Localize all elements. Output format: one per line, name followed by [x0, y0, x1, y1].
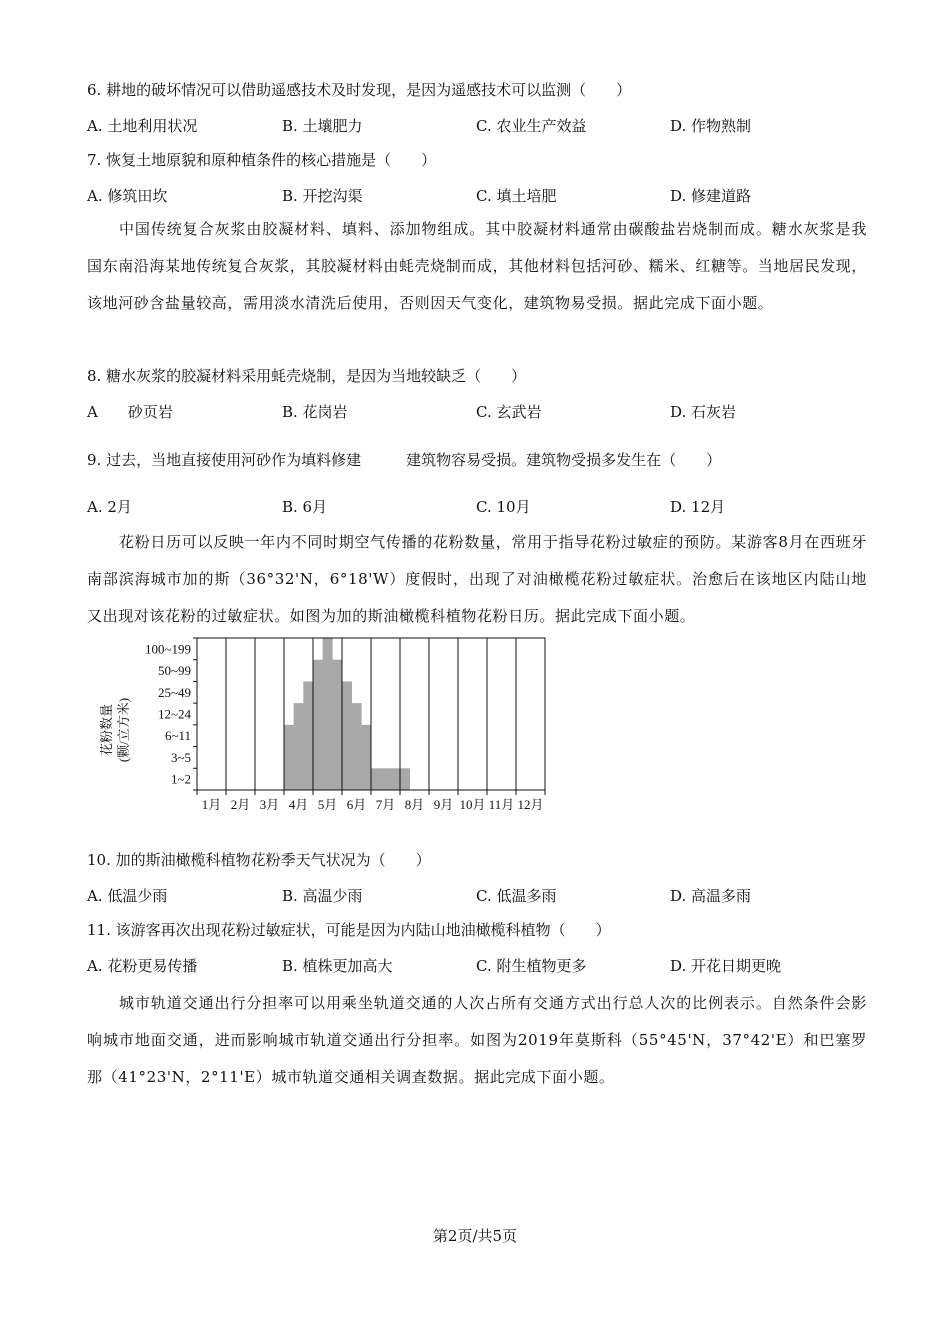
pollen-bar-15: [332, 660, 342, 790]
question-7-option-b: B. 开挖沟渠: [282, 187, 363, 205]
x-month-label-1: 1月: [201, 797, 222, 812]
question-11-option-c: C. 附生植物更多: [476, 957, 587, 975]
question-9-option-c: C. 10月: [476, 498, 531, 516]
question-8-stem: 8. 糖水灰浆的胶凝材料采用蚝壳烧制，是因为当地较缺乏（ ）: [87, 367, 527, 385]
question-6-stem: 6. 耕地的破坏情况可以借助遥感技术及时发现，是因为遥感技术可以监测（ ）: [87, 81, 632, 99]
y-level-label-2: 3~5: [170, 749, 191, 765]
question-11-option-b: B. 植株更加高大: [282, 957, 393, 975]
pollen-bar-19: [371, 768, 381, 790]
x-month-label-4: 4月: [288, 797, 309, 812]
question-10-option-a: A. 低温少雨: [87, 887, 168, 905]
pollen-bar-22: [400, 768, 410, 790]
x-month-label-12: 12月: [517, 797, 544, 812]
pollen-bar-13: [313, 660, 323, 790]
question-11-option-a: A. 花粉更易传播: [87, 957, 198, 975]
y-level-label-1: 1~2: [170, 771, 191, 787]
chart-ylabel-line1: 花粉数量: [99, 703, 114, 757]
question-6-option-b: B. 土壤肥力: [282, 117, 363, 135]
question-6-option-d: D. 作物熟制: [670, 117, 752, 135]
question-11-stem: 11. 该游客再次出现花粉过敏症状，可能是因为内陆山地油橄榄科植物（ ）: [87, 921, 611, 939]
question-7-option-c: C. 填土培肥: [476, 187, 557, 205]
x-month-label-11: 11月: [488, 797, 515, 812]
question-9-option-b: B. 6月: [282, 498, 328, 516]
chart-y-levels: [145, 641, 192, 786]
question-10-option-d: D. 高温多雨: [670, 887, 752, 905]
question-6-option-c: C. 农业生产效益: [476, 117, 587, 135]
y-level-label-3: 6~11: [164, 728, 191, 744]
chart-bars: [284, 638, 410, 790]
question-10-option-b: B. 高温少雨: [282, 887, 363, 905]
question-10-option-c: C. 低温多雨: [476, 887, 557, 905]
chart-ylabel-line2: (颗/立方米): [116, 697, 131, 763]
y-level-label-6: 50~99: [157, 663, 191, 679]
question-6-option-a: A. 土地利用状况: [87, 117, 198, 135]
y-level-label-4: 12~24: [157, 706, 191, 722]
x-month-label-10: 10月: [459, 797, 486, 812]
question-9-option-d: D. 12月: [670, 498, 726, 516]
question-9-stem: 9. 过去，当地直接使用河砂作为填料修建 建筑物容易受损。建筑物受损多发生在（ ）: [87, 451, 722, 469]
x-month-label-9: 9月: [433, 797, 454, 812]
question-8-option-a: A 砂页岩: [87, 403, 173, 421]
question-8-option-d: D. 石灰岩: [670, 403, 737, 421]
passage-urban-rail: 城市轨道交通出行分担率可以用乘坐轨道交通的人次占所有交通方式出行总人次的比例表示。自然条件会影响城市地面交通，进而影响城市轨道交通出行分担率。如图为2019年莫斯科（55°45'N，37°42'E）和巴塞罗那（41°23'N，2°11'E）城市轨道交通相关调查数据。据此完成下面小题。: [87, 994, 867, 1086]
y-level-label-7: 100~199: [144, 641, 191, 657]
pollen-calendar-chart: [95, 630, 555, 820]
pollen-bar-18: [361, 725, 371, 790]
question-7-stem: 7. 恢复土地原貌和原种植条件的核心措施是（ ）: [87, 151, 437, 169]
x-month-label-5: 5月: [317, 797, 338, 812]
pollen-bar-12: [303, 681, 313, 790]
question-7-option-a: A. 修筑田坎: [87, 187, 168, 205]
x-month-label-6: 6月: [346, 797, 367, 812]
pollen-bar-16: [342, 681, 352, 790]
x-month-label-7: 7月: [375, 797, 396, 812]
question-9-option-a: A. 2月: [87, 498, 132, 516]
chart-x-months: [202, 797, 544, 812]
question-8-option-b: B. 花岗岩: [282, 403, 348, 421]
pollen-bar-14: [323, 638, 333, 790]
question-11-option-d: D. 开花日期更晚: [670, 957, 782, 975]
pollen-bar-21: [390, 768, 400, 790]
pollen-bar-10: [284, 725, 294, 790]
question-10-stem: 10. 加的斯油橄榄科植物花粉季天气状况为（ ）: [87, 851, 431, 869]
y-level-label-5: 25~49: [157, 684, 191, 700]
pollen-bar-17: [352, 703, 362, 790]
question-8-option-c: C. 玄武岩: [476, 403, 542, 421]
passage-lime-mortar: 中国传统复合灰浆由胶凝材料、填料、添加物组成。其中胶凝材料通常由碳酸盐岩烧制而成。糖水灰浆是我国东南沿海某地传统复合灰浆，其胶凝材料由蚝壳烧制而成，其他材料包括河砂、糯米、红糖等。当地居民发现，该地河砂含盐量较高，需用淡水清洗后使用，否则因天气变化，建筑物易受损。据此完成下面小题。: [87, 220, 868, 312]
pollen-bar-20: [381, 768, 391, 790]
question-7-option-d: D. 修建道路: [670, 187, 752, 205]
passage-pollen-calendar: 花粉日历可以反映一年内不同时期空气传播的花粉数量，常用于指导花粉过敏症的预防。某游客8月在西班牙南部滨海城市加的斯（36°32'N，6°18'W）度假时，出现了对油橄榄花粉过敏症状。治愈后在该地区内陆山地又出现对该花粉的过敏症状。如图为加的斯油橄榄科植物花粉日历。据此完成下面小题。: [87, 533, 867, 625]
x-month-label-8: 8月: [404, 797, 425, 812]
page-number: 第2页/共5页: [432, 1227, 518, 1245]
x-month-label-3: 3月: [259, 797, 280, 812]
x-month-label-2: 2月: [230, 797, 251, 812]
pollen-bar-11: [294, 703, 304, 790]
